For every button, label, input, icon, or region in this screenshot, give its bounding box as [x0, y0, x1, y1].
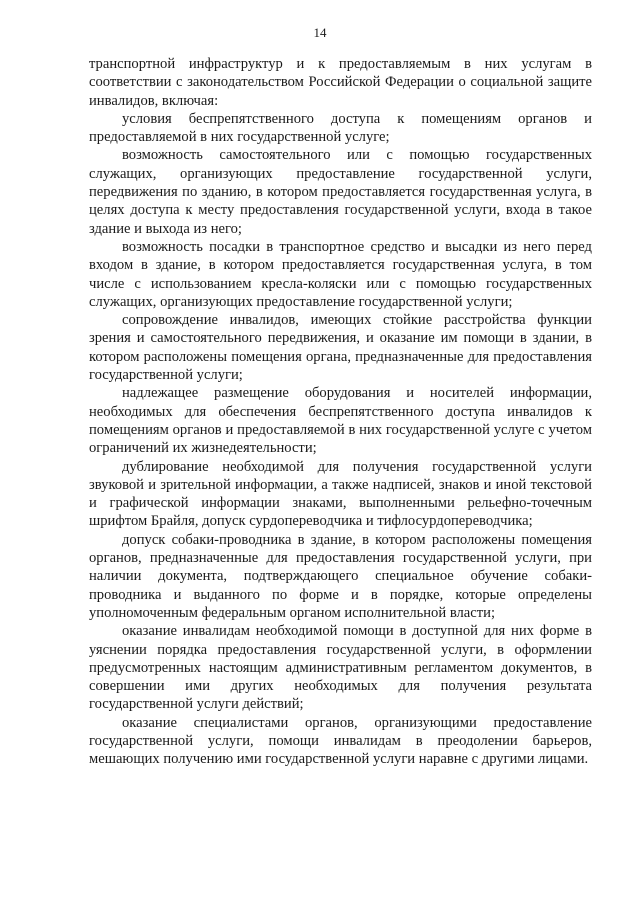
- page-number: 14: [313, 25, 327, 40]
- paragraph-equipment-placement: надлежащее размещение оборудования и носителей информации, необходимых для обеспечения беспрепятственного доступа инвалидов к помещениям органов и предоставляемой в них государственной услуге с учетом ограничений их жизнедеятельности;: [89, 385, 592, 457]
- paragraph-movement-in-building: возможность самостоятельного или с помощью государственных служащих, организующих предоставление государственной услуги, передвижения по зданию, в котором предоставляется государственная услуга, в целях доступа к месту предоставления государственной услуги, входа в такое здание и выхода из него;: [89, 147, 592, 237]
- paragraph-vehicle-boarding: возможность посадки в транспортное средство и высадки из него перед входом в здание, в котором предоставляется государственная услуга, в том числе с использованием кресла-коляски или с помощью государственных служащих, организующих предоставление государственной услуги;: [89, 238, 592, 310]
- paragraph-specialist-help: оказание специалистами органов, организующими предоставление государственной услуги, помощи инвалидам в преодолении барьеров, мешающих получению ими государственной услуги наравне с другими лицами.: [89, 714, 592, 768]
- paragraph-intro: транспортной инфраструктур и к предоставляемым в них услугам в соответствии с законодательством Российской Федерации о социальной защите инвалидов, включая:: [89, 56, 592, 109]
- paragraph-assistance-procedure: оказание инвалидам необходимой помощи в доступной для них форме в уяснении порядка предоставления государственной услуги, в оформлении предусмотренных настоящим административным регламентом документов, в совершении ими других необходимых для получения результата государственной услуги действий;: [89, 623, 592, 713]
- paragraph-access-conditions: условия беспрепятственного доступа к помещениям органов и предоставляемой в них государственной услуге;: [89, 110, 592, 146]
- document-body: [89, 55, 592, 769]
- paragraph-escort-visually-impaired: сопровождение инвалидов, имеющих стойкие расстройства функции зрения и самостоятельного передвижения, и оказание им помощи в здании, в котором расположены помещения органа, предназначенные для предоставления государственной услуги;: [89, 312, 592, 384]
- paragraph-information-duplication: дублирование необходимой для получения государственной услуги звуковой и зрительной информации, а также надписей, знаков и иной текстовой и графической информации знаками, выполненными рельефно-точечным шрифтом Брайля, допуск сурдопереводчика и тифлосурдопереводчика;: [89, 458, 592, 530]
- paragraph-guide-dog-admission: допуск собаки-проводника в здание, в котором расположены помещения органов, предназначенные для предоставления государственной услуги, при наличии документа, подтверждающего специальное обучение собаки-проводника и выданного по форме и в порядке, которые определены уполномоченным федеральным органом исполнительной власти;: [89, 531, 592, 621]
